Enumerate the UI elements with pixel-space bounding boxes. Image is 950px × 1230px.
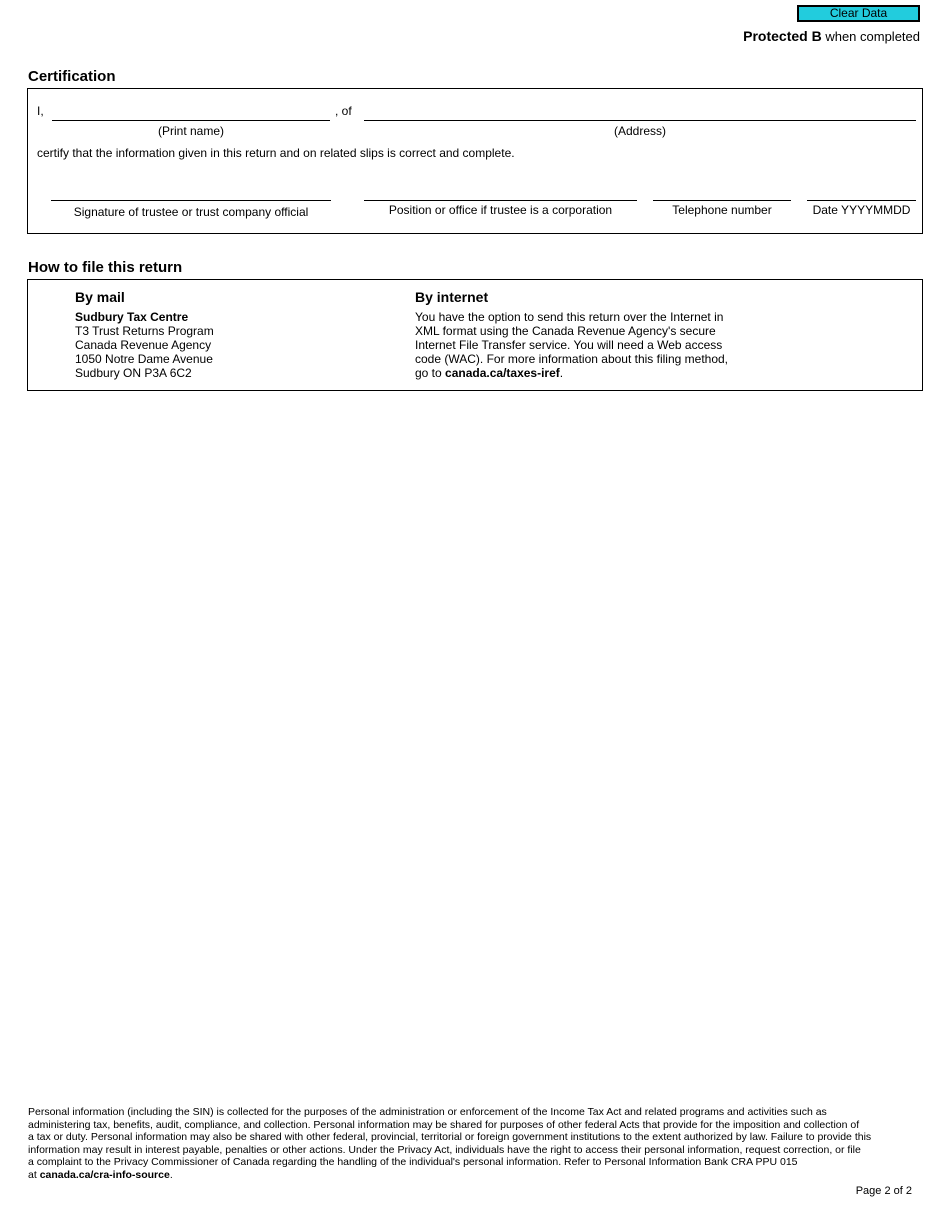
tax-centre-name: Sudbury Tax Centre <box>75 310 189 324</box>
position-input[interactable] <box>364 183 634 199</box>
print-name-input[interactable] <box>52 103 328 119</box>
mail-address-line: 1050 Notre Dame Avenue <box>75 352 213 366</box>
mail-address-line: Canada Revenue Agency <box>75 338 212 352</box>
signature-label: Signature of trustee or trust company official <box>73 205 309 219</box>
address-line <box>364 120 916 121</box>
address-input[interactable] <box>364 103 914 119</box>
internet-text-line: code (WAC). For more information about this filing method, <box>415 352 729 366</box>
privacy-line: a complaint to the Privacy Commissioner of Canada regarding the handling of the individual's personal information. Refer to Personal Information Bank CRA PPU 015 <box>28 1156 798 1168</box>
telephone-line <box>653 200 791 201</box>
signature-input[interactable] <box>51 183 329 199</box>
privacy-link-prefix: at <box>28 1168 40 1181</box>
mail-address-line: T3 Trust Returns Program <box>75 324 214 338</box>
privacy-last-line <box>28 1169 871 1182</box>
telephone-input[interactable] <box>653 183 788 199</box>
protected-b-notice <box>743 28 920 44</box>
internet-text-line: XML format using the Canada Revenue Agency's secure <box>415 324 716 338</box>
clear-data-button[interactable]: Clear Data <box>797 5 920 22</box>
how-to-file-title: How to file this return <box>28 259 183 276</box>
cra-info-source-link[interactable]: canada.ca/cra-info-source <box>39 1168 170 1181</box>
protected-b-label: Protected B <box>743 28 822 44</box>
certification-box <box>27 88 923 234</box>
internet-text-last-line <box>415 366 728 380</box>
date-input[interactable] <box>807 183 913 199</box>
print-name-line <box>52 120 330 121</box>
page-number: Page 2 of 2 <box>855 1185 912 1197</box>
position-label: Position or office if trustee is a corporation <box>388 203 613 217</box>
certify-statement: certify that the information given in this return and on related slips is correct and complete. <box>37 146 515 160</box>
privacy-link-suffix: . <box>169 1168 173 1181</box>
internet-link-prefix: go to <box>415 366 446 380</box>
i-label: I, <box>37 104 44 118</box>
by-internet-heading: By internet <box>415 289 489 305</box>
internet-link-suffix: . <box>559 366 564 380</box>
privacy-line: information may result in interest payable, penalties or other actions. Under the Privacy Act, individuals have the right to access their personal information, request correction, or file <box>28 1143 861 1156</box>
date-line <box>807 200 916 201</box>
privacy-notice <box>28 1106 871 1181</box>
of-label: , of <box>335 104 352 118</box>
internet-text-line: You have the option to send this return over the Internet in <box>415 310 724 324</box>
print-name-label: (Print name) <box>157 124 225 138</box>
address-label: (Address) <box>613 124 666 138</box>
signature-line <box>51 200 331 201</box>
certification-title: Certification <box>28 68 116 85</box>
privacy-line: a tax or duty. Personal information may also be shared with other federal, provincial, territorial or foreign government institutions to the extent authorized by law. Failure to provide this <box>28 1131 872 1143</box>
how-to-file-box <box>27 279 923 391</box>
by-internet-section <box>415 289 728 380</box>
by-mail-heading: By mail <box>75 289 125 305</box>
protected-b-suffix: when completed <box>821 29 920 44</box>
date-label: Date YYYYMMDD <box>812 203 911 217</box>
by-mail-section <box>75 289 214 380</box>
privacy-line: administering tax, benefits, audit, compliance, and collection. Personal information may be shared for purposes of other federal Acts that provide for the imposition and collection of <box>28 1118 860 1131</box>
internet-text-line: Internet File Transfer service. You will need a Web access <box>415 338 723 352</box>
position-line <box>364 200 637 201</box>
telephone-label: Telephone number <box>672 203 772 217</box>
taxes-iref-link[interactable]: canada.ca/taxes-iref <box>445 366 560 380</box>
privacy-line: Personal information (including the SIN) is collected for the purposes of the administration or enforcement of the Income Tax Act and related programs and activities such as <box>28 1106 827 1118</box>
mail-address-line: Sudbury ON P3A 6C2 <box>75 366 192 380</box>
